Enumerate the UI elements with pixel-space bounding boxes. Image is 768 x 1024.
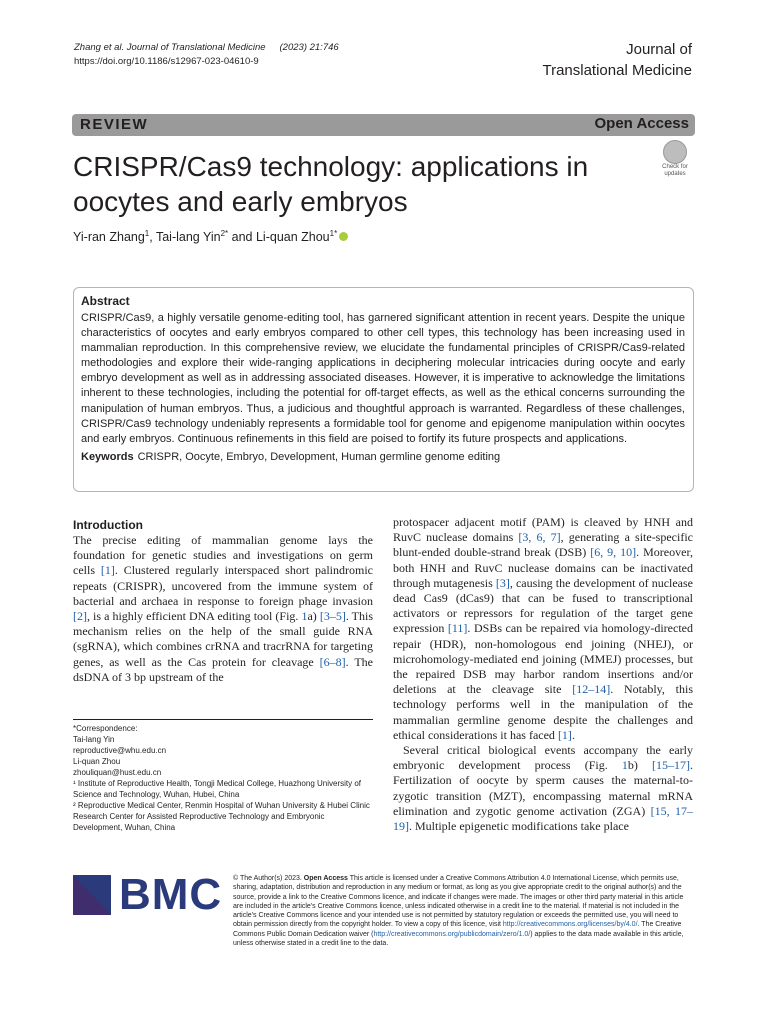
open-access-label: Open Access (594, 115, 689, 132)
citation-authors: Zhang et al. Journal of Translational Medicine (74, 42, 266, 53)
check-updates-icon (663, 140, 687, 164)
figure-link[interactable]: 1 (301, 609, 308, 624)
citation-link[interactable]: [12–14] (572, 682, 611, 697)
figure-link[interactable]: 1 (621, 758, 628, 773)
license-text: This article is licensed under a Creative Commons Attribution 4.0 International License, which permits use, sharing, adaptation, distribution and reproduction in any medium or format, as long as you give appropriate credit to the original author(s) and the source, provide a link to the Creative Commons licence, and indicate if changes were made. The images or other third party material in this article are included in the article's Creative Commons licence, unless indicated otherwise in a credit line to the material. If material is not included in the article's Creative Commons licence and your intended use is not permitted by statutory regulation or exceeds the permitted use, you will need to obtain permission directly from the copyright holder. To view a copy of this licence, visit (233, 875, 684, 929)
article-type-label: REVIEW (80, 116, 149, 133)
body-text: b) (627, 758, 652, 773)
correspondence-label: *Correspondence: (73, 724, 138, 733)
affiliation-1: ¹ Institute of Reproductive Health, Tongji Medical College, Huazhong University of Science and Technology, Wuhan, Hubei, China (73, 779, 361, 799)
abstract-box (73, 287, 694, 492)
correspondence-name: Li-quan Zhou (73, 757, 121, 766)
citation-link[interactable]: [6–8] (319, 654, 346, 669)
body-text: . Fertilization of oocyte by sperm causes the maternal-to-zygotic transition (MZT), encompassing maternal mRNA elimination and zygotic genome activation (ZGA) (393, 758, 693, 818)
section-heading-introduction: Introduction (73, 518, 143, 532)
abstract-text: CRISPR/Cas9, a highly versatile genome-editing tool, has garnered significant attention in recent years. Despite the unique characteristics of oocytes and early embryos compared to other cell types, this technology has been increasing used in mammalian reproduction. In this comprehensive review, we elucidate the fundamental principles of CRISPR/Cas9-related methodologies and explore their wide-ranging applications in deciphering molecular intricacies during oocyte and early embryo development as well as in addressing associated diseases. However, it is imperative to acknowledge the limitations inherent to these technologies, including the potential for off-target effects, as well as the ethical concerns surrounding the manipulation of human embryos. Thus, a judicious and thoughtful approach is warranted. Regardless of these challenges, CRISPR/Cas9 technology undeniably represents a formidable tool for genome and epigenome manipulation within oocytes and early embryos. Continuous refinements in this field are poised to fortify its future prospects and applications. (81, 312, 685, 445)
author-name[interactable]: Yi-ran Zhang (73, 230, 145, 245)
body-text: . Moreover, both HNH and RuvC nuclease domains can be inactivated through mutagenesis (393, 545, 693, 590)
license-text: . The Creative Commons Public Domain Dedication waiver ( (233, 921, 682, 938)
body-text: . Notably, this technology performs well in the manipulation of the mammalian germline genome despite the challenges and ethical considerations it has faced (393, 682, 693, 742)
correspondence-footnote (73, 723, 373, 833)
body-text: . DSBs can be repaired via homology-directed repair (HDR), non-homologous end joining (NHEJ), or microhomology-mediated end joining (MMEJ) processes, but the repaired DSB may harbor random insertions and/or deletions at the cleavage site (393, 621, 693, 697)
body-paragraph (393, 743, 693, 834)
keywords-label: Keywords (81, 450, 134, 463)
citation-year: (2023) 21:746 (279, 42, 339, 53)
citation-link[interactable]: [3, 6, 7] (518, 530, 561, 545)
article-title: CRISPR/Cas9 technology: applications in oocytes and early embryos (73, 151, 589, 217)
citation-link[interactable]: [3] (495, 575, 510, 590)
author-name[interactable]: , Tai-lang Yin (149, 230, 221, 245)
bmc-logo (73, 870, 223, 919)
keywords-text: CRISPR, Oocyte, Embryo, Development, Human germline genome editing (137, 450, 501, 463)
body-text: Several critical biological events accompany the early embryonic development process (Fig. (393, 743, 693, 773)
body-text: . The dsDNA of 3 bp upstream of the (73, 654, 373, 684)
check-updates-line1: Check for (662, 164, 688, 170)
license-open-access: Open Access (303, 875, 348, 882)
body-text: . Multiple epigenetic modifications take place (409, 819, 629, 834)
citation-link[interactable]: [1] (100, 563, 115, 578)
journal-name (542, 39, 692, 81)
bmc-logo-text: BMC (119, 870, 223, 919)
doi-link[interactable]: https://doi.org/10.1186/s12967-023-04610-9 (74, 56, 259, 67)
citation-link[interactable]: [6, 9, 10] (590, 545, 637, 560)
citation-link[interactable]: [15, 17–19] (393, 803, 693, 834)
body-text: . This mechanism relies on the help of the small guide RNA (sgRNA), which combines crRNA and tracrRNA for targeting genes, as well as the Cas protein for cleavage (73, 609, 374, 669)
footnote-divider (73, 719, 373, 720)
citation-link[interactable]: [11] (447, 621, 468, 636)
citation-header (74, 41, 339, 69)
journal-name-line2: Translational Medicine (542, 62, 692, 79)
bmc-logo-mark-icon (73, 875, 111, 915)
check-for-updates-badge[interactable] (655, 140, 695, 180)
citation-line (74, 41, 339, 55)
keywords-line (81, 450, 685, 465)
correspondence-name: Tai-lang Yin (73, 735, 115, 744)
article-type-band (72, 114, 695, 136)
abstract-heading: Abstract (81, 294, 130, 308)
license-link[interactable]: http://creativecommons.org/licenses/by/4.0/ (502, 921, 638, 929)
author-name[interactable]: and Li-quan Zhou (228, 230, 330, 245)
author-affiliation-mark: 1* (329, 229, 338, 238)
citation-link[interactable]: [2] (73, 609, 87, 624)
public-domain-link[interactable]: http://creativecommons.org/publicdomain/zero/1.0/ (373, 930, 531, 938)
author-affiliation-mark: 2* (220, 229, 229, 238)
check-updates-line2: updates (664, 171, 686, 177)
affiliation-2: ² Reproductive Medical Center, Renmin Hospital of Wuhan University & Hubei Clinic Research Center for Assisted Reproductive Technology and Embryonic Development, Wuhan, China (73, 801, 370, 832)
body-text: . Clustered regularly interspaced short palindromic repeats (CRISPR), uncovered from the immune system of bacterial and archaea in response to foreign phage invasion (73, 563, 373, 608)
body-paragraph (73, 533, 373, 685)
body-column-right (393, 515, 693, 834)
citation-link[interactable]: [15–17] (652, 758, 690, 773)
journal-name-line1: Journal of (626, 41, 692, 58)
author-affiliation-mark: 1 (144, 229, 150, 238)
author-list (73, 229, 348, 244)
license-text: ) applies to the data made available in this article, unless otherwise stated in a credit line to the data. (233, 930, 684, 948)
body-paragraph (393, 515, 693, 743)
body-column-left (73, 515, 373, 685)
body-text: . (571, 727, 575, 742)
body-text: , is a highly efficient DNA editing tool (Fig. (87, 609, 302, 624)
body-text: , causing the development of nuclease dead Cas9 (dCas9) that can be fused to transcriptional activators or repressors for regulation of the target gene expression (393, 575, 694, 636)
correspondence-email[interactable]: reproductive@whu.edu.cn (73, 746, 167, 755)
body-text: a) (307, 609, 320, 624)
body-text: protospacer adjacent motif (PAM) is cleaved by HNH and RuvC nuclease domains (393, 515, 693, 545)
orcid-icon[interactable] (339, 232, 348, 241)
body-text: , generating a site-specific blunt-ended double-strand break (DSB) (393, 530, 693, 560)
license-text: © The Author(s) 2023. (233, 875, 304, 882)
citation-link[interactable]: [3–5] (319, 609, 346, 624)
citation-link[interactable]: [1] (557, 727, 572, 742)
license-statement (233, 874, 695, 948)
correspondence-email[interactable]: zhouliquan@hust.edu.cn (73, 768, 162, 777)
body-text: The precise editing of mammalian genome lays the foundation for genetic studies and investigations on germ cells (73, 533, 373, 578)
